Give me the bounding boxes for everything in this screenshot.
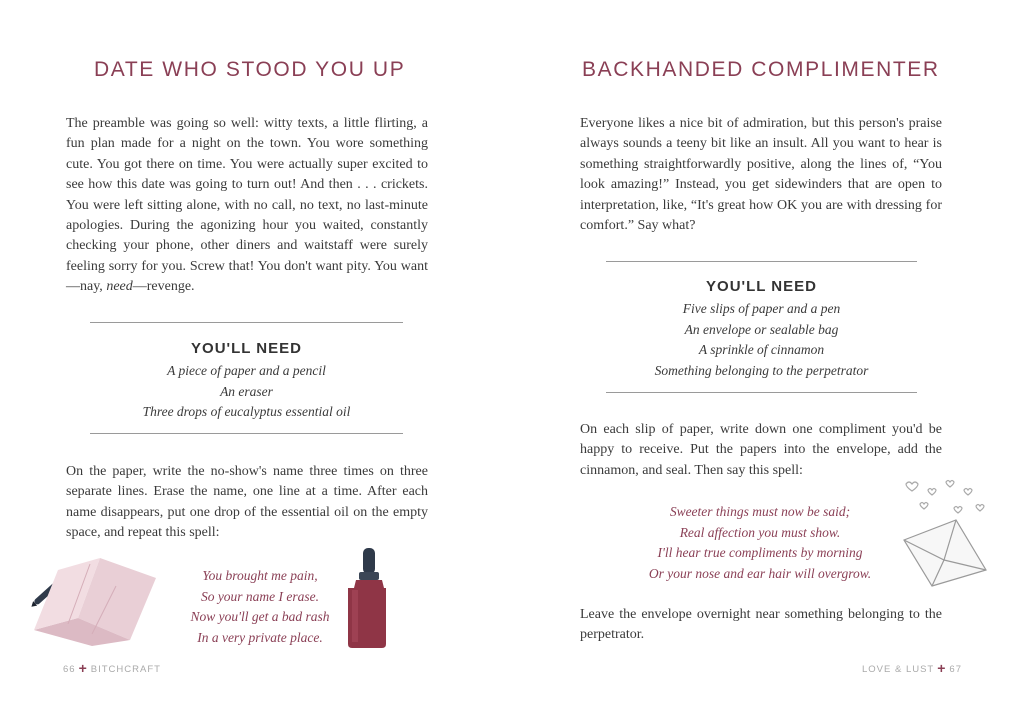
running-header: LOVE & LUST [861, 664, 935, 675]
need-item: An eraser [220, 383, 273, 399]
need-item: Five slips of paper and a pen [682, 301, 841, 316]
running-header: BITCHCRAFT [90, 664, 161, 675]
spell-line: Or your nose and ear hair will overgrow. [648, 565, 872, 581]
intro-paragraph: The preamble was going so well: witty texts, a little flirting, a fun plan made for a night on the town. You wore something cute. You got there on time. You were actually super excited to see how this date was going to turn out! And then . . . crickets. You were left sitting alone, with no call, no text, no last-minute apologies. During the agonizing hour you waited, constantly checking your phone, other diners and waitstaff were surely feeling sorry for you. Screw that! You don't want pity. You want—nay, need—revenge. [66, 116, 428, 295]
spell-line: You brought me pain, [202, 568, 318, 583]
page-number: 67 [949, 664, 962, 675]
divider [90, 433, 403, 434]
need-item: Three drops of eucalyptus essential oil [142, 404, 351, 419]
dropper-bottle-icon [342, 546, 396, 650]
youll-need-heading: YOU'LL NEED [191, 340, 302, 357]
divider [606, 261, 917, 262]
spell-line: Now you'll get a bad rash [190, 609, 330, 625]
page-title: BACKHANDED COMPLIMENTER [582, 58, 940, 81]
spell-verse [150, 566, 370, 648]
plus-ornament-icon: + [78, 660, 88, 676]
page-title: DATE WHO STOOD YOU UP [94, 58, 406, 81]
need-item: Something belonging to the perpetrator [654, 362, 869, 378]
intro-paragraph: Everyone likes a nice bit of admiration, but this person's praise always sounds a teeny bit like an insult. All you want to hear is something straightforwardly positive, along the lines of, “You look amazing!” Instead, you get sidewinders that are open to interpretation, like, “It's great how OK you are with dressing for comfort.” Say what? [580, 116, 942, 234]
instructions-paragraph: On the paper, write the no-show's name three times on three separate lines. Erase the name, one line at a time. After each name disappears, put one drop of the essential oil on the empty space, and repeat this spell: [66, 464, 428, 541]
spell-line: I'll hear true compliments by morning [657, 545, 863, 561]
youll-need-heading: YOU'LL NEED [706, 278, 817, 295]
divider [606, 392, 917, 393]
right-page [512, 0, 1024, 708]
page-number: 66 [63, 664, 76, 675]
spell-line: Sweeter things must now be said; [669, 504, 851, 519]
need-item: An envelope or sealable bag [684, 321, 839, 337]
page-footer [862, 660, 962, 676]
spell-line: Real affection you must show. [679, 524, 841, 540]
divider [90, 322, 403, 323]
youll-need-box [606, 278, 917, 381]
envelope-with-hearts-icon [898, 478, 994, 590]
page-footer [63, 660, 161, 676]
spell-verse [620, 502, 900, 584]
spell-line: In a very private place. [197, 629, 323, 645]
folded-paper-icon [30, 556, 160, 648]
instructions-paragraph: On each slip of paper, write down one compliment you'd be happy to receive. Put the papers into the envelope, add the cinnamon, and seal. Then say this spell: [580, 422, 942, 478]
need-item: A piece of paper and a pencil [167, 363, 326, 378]
need-item: A sprinkle of cinnamon [698, 342, 825, 357]
spell-line: So your name I erase. [200, 588, 320, 604]
youll-need-box [90, 340, 403, 423]
closing-paragraph: Leave the envelope overnight near something belonging to the perpetrator. [580, 607, 942, 643]
plus-ornament-icon: + [937, 660, 947, 676]
